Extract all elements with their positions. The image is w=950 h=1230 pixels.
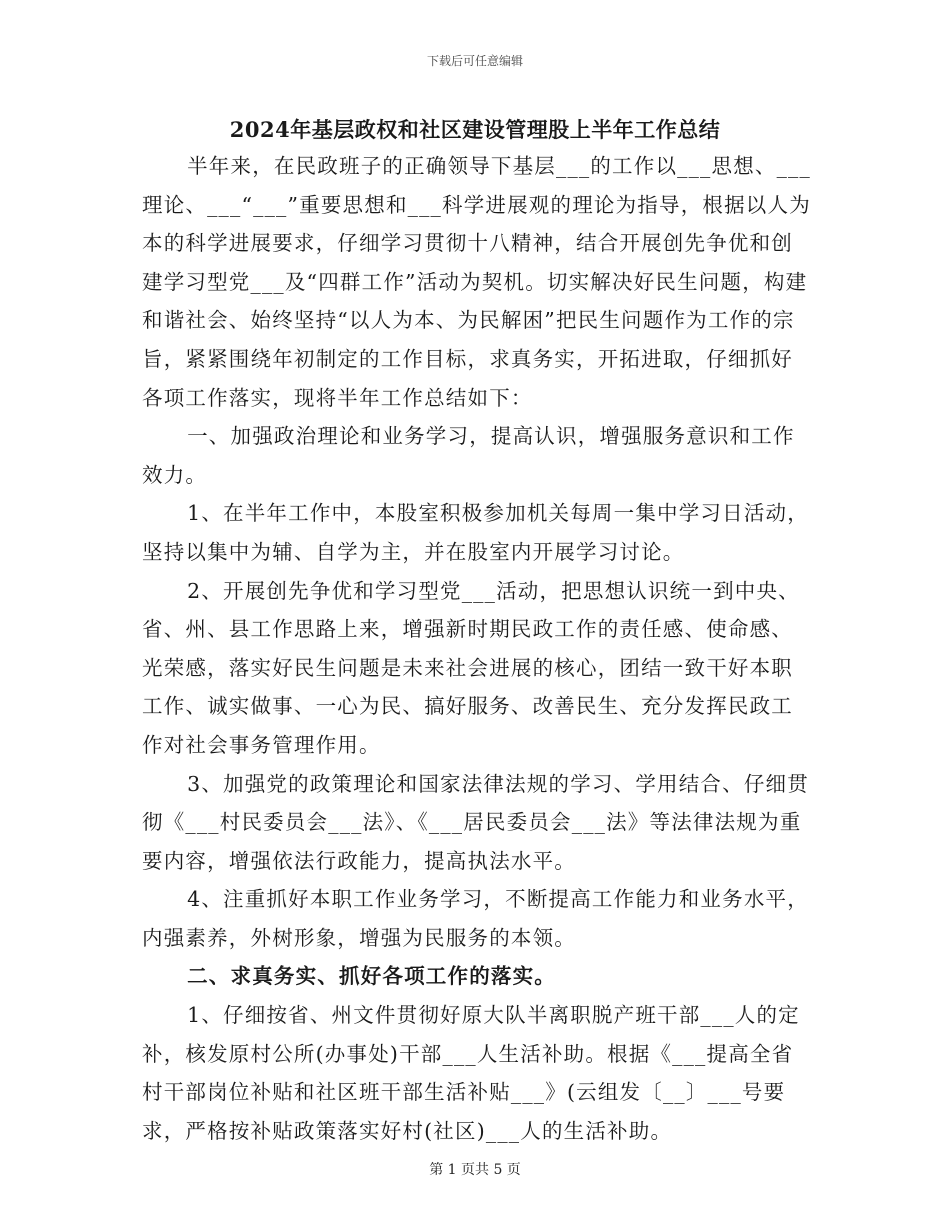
section-2-heading: 二、求真务实、抓好各项工作的落实。 — [187, 964, 556, 989]
section-1-item-3: 3、加强党的政策理论和国家法律法规的学习、学用结合、仔细贯彻《___村民委员会___法》、《___居民委员会___法》等法律法规为重要内容，增强依法行政能力，提高执法水平。 — [142, 771, 809, 873]
section-1-item-4: 4、注重抓好本职工作业务学习，不断提高工作能力和业务水平，内强素养，外树形象，增强为民服务的本领。 — [142, 887, 809, 950]
document-title: 2024年基层政权和社区建设管理股上半年工作总结 — [229, 117, 721, 142]
section-1-item-1: 1、在半年工作中，本股室积极参加机关每周一集中学习日活动，坚持以集中为辅、自学为主，并在股室内开展学习讨论。 — [142, 501, 809, 564]
page-header: 下载后可任意编辑 — [426, 54, 523, 68]
page-footer: 第 1 页共 5 页 — [429, 1162, 521, 1178]
section-1-item-2: 2、开展创先争优和学习型党___活动，把思想认识统一到中央、省、州、县工作思路上来，增强新时期民政工作的责任感、使命感、光荣感，落实好民生问题是未来社会进展的核心，团结一致干好本职工作、诚实做事、一心为民、搞好服务、改善民生、充分发挥民政工作对社会事务管理作用。 — [142, 578, 800, 757]
section-2-item-1: 1、仔细按省、州文件贯彻好原大队半离职脱产班干部___人的定补，核发原村公所(办事处)干部___人生活补助。根据《___提高全省村干部岗位补贴和社区班干部生活补贴___》(云组发〔__〕___号要求，严格按补贴政策落实好村(社区)___人的生活补助。 — [142, 1003, 800, 1143]
intro-paragraph: 半年来，在民政班子的正确领导下基层___的工作以___思想、___理论、___“___”重要思想和___科学进展观的理论为指导，根据以人为本的科学进展要求，仔细学习贯彻十八精神，结合开展创先争优和创建学习型党___及“四群工作”活动为契机。切实解决好民生问题，构建和谐社会、始终坚持“以人为本、为民解困”把民生问题作为工作的宗旨，紧紧围绕年初制定的工作目标，求真务实，开拓进取，仔细抓好各项工作落实，现将半年工作总结如下： — [142, 154, 811, 410]
document-body — [142, 147, 812, 1150]
section-1-heading: 一、加强政治理论和业务学习，提高认识，增强服务意识和工作效力。 — [142, 424, 795, 487]
